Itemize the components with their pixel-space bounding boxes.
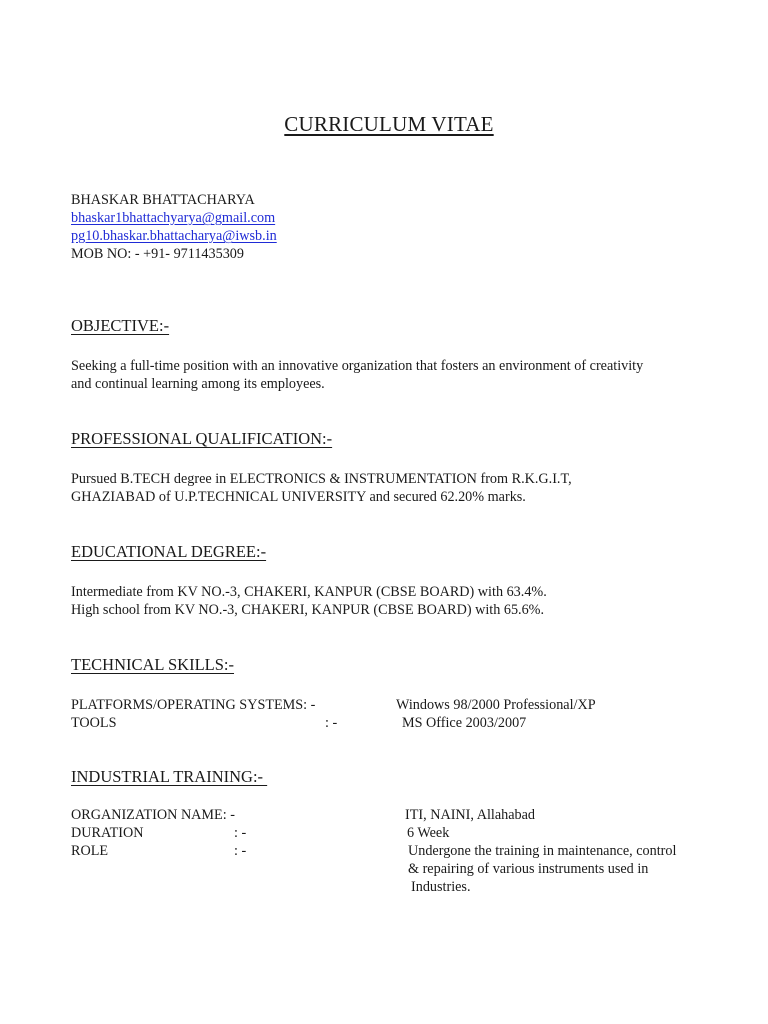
role-line-3: Industries. — [411, 879, 471, 895]
contact-mobile: MOB NO: - +91- 9711435309 — [71, 246, 244, 262]
objective-heading: OBJECTIVE:- — [71, 316, 170, 335]
contact-email-1[interactable] — [71, 209, 275, 227]
role-line-2: & repairing of various instruments used in — [408, 861, 649, 877]
professional-line-2: GHAZIABAD of U.P.TECHNICAL UNIVERSITY and secured 62.20% marks. — [71, 489, 526, 505]
education-heading: EDUCATIONAL DEGREE:- — [71, 542, 267, 561]
role-line-1: Undergone the training in maintenance, control — [408, 843, 677, 859]
org-label: ORGANIZATION NAME: - — [71, 807, 235, 823]
objective-text: Seeking a full-time position with an innovative organization that fosters an environment of creativity and continual learning among its employees. — [71, 358, 644, 392]
email-link-2[interactable]: pg10.bhaskar.bhattacharya@iwsb.in — [71, 228, 277, 244]
org-value: ITI, NAINI, Allahabad — [405, 807, 536, 823]
page-title: CURRICULUM VITAE — [284, 112, 494, 136]
skills-heading: TECHNICAL SKILLS:- — [71, 655, 235, 674]
education-line-1: Intermediate from KV NO.-3, CHAKERI, KANPUR (CBSE BOARD) with 63.4%. — [71, 584, 547, 600]
professional-line-1: Pursued B.TECH degree in ELECTRONICS & INSTRUMENTATION from R.K.G.I.T, — [71, 471, 572, 487]
education-line-2: High school from KV NO.-3, CHAKERI, KANPUR (CBSE BOARD) with 65.6%. — [71, 602, 545, 618]
role-label: ROLE — [71, 843, 109, 859]
duration-label: DURATION — [71, 825, 144, 841]
professional-heading: PROFESSIONAL QUALIFICATION:- — [71, 429, 333, 448]
tools-label: TOOLS — [71, 715, 117, 731]
email-link-1[interactable]: bhaskar1bhattachyarya@gmail.com — [71, 210, 276, 226]
platforms-label: PLATFORMS/OPERATING SYSTEMS: - — [71, 697, 316, 713]
duration-separator: : - — [234, 825, 247, 841]
tools-value: MS Office 2003/2007 — [402, 715, 527, 731]
duration-value: 6 Week — [407, 825, 450, 841]
tools-separator: : - — [325, 715, 338, 731]
training-heading: INDUSTRIAL TRAINING:- — [71, 767, 268, 786]
platforms-value: Windows 98/2000 Professional/XP — [396, 697, 596, 713]
contact-name: BHASKAR BHATTACHARYA — [71, 192, 255, 208]
contact-email-2[interactable] — [71, 227, 277, 245]
role-separator: : - — [234, 843, 247, 859]
